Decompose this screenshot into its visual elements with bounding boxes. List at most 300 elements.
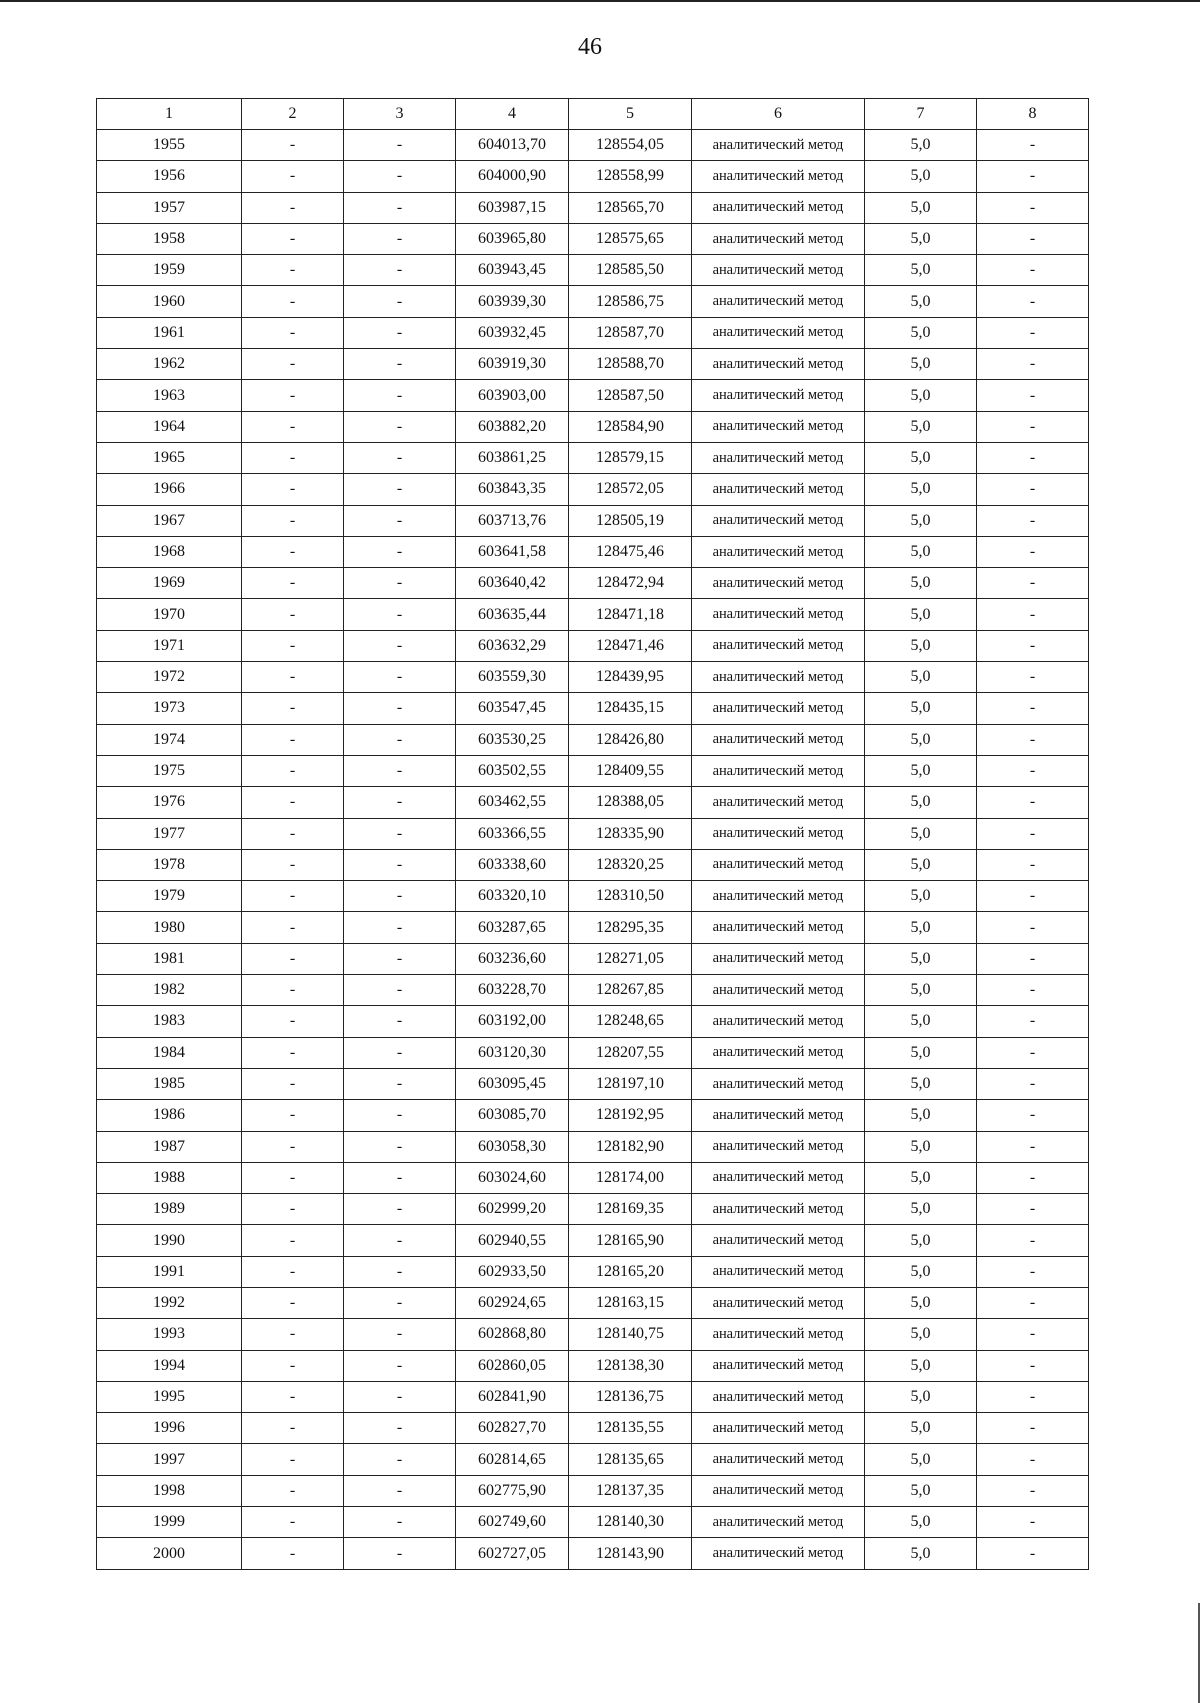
col3-cell: -	[344, 223, 456, 254]
column-header: 1	[97, 99, 242, 130]
col2-cell: -	[242, 536, 344, 567]
col3-cell: -	[344, 912, 456, 943]
point-number-cell: 1981	[97, 943, 242, 974]
point-number-cell: 1966	[97, 474, 242, 505]
col8-cell: -	[977, 1287, 1089, 1318]
point-number-cell: 1955	[97, 130, 242, 161]
col8-cell: -	[977, 442, 1089, 473]
y-coordinate-cell: 128475,46	[569, 536, 692, 567]
col3-cell: -	[344, 724, 456, 755]
accuracy-cell: 5,0	[865, 693, 977, 724]
x-coordinate-cell: 603635,44	[456, 599, 569, 630]
table-row	[97, 599, 1089, 630]
accuracy-cell: 5,0	[865, 849, 977, 880]
method-cell: аналитический метод	[692, 912, 865, 943]
y-coordinate-cell: 128310,50	[569, 881, 692, 912]
y-coordinate-cell: 128135,55	[569, 1413, 692, 1444]
method-cell: аналитический метод	[692, 223, 865, 254]
accuracy-cell: 5,0	[865, 1413, 977, 1444]
y-coordinate-cell: 128135,65	[569, 1444, 692, 1475]
y-coordinate-cell: 128439,95	[569, 662, 692, 693]
y-coordinate-cell: 128585,50	[569, 255, 692, 286]
col2-cell: -	[242, 693, 344, 724]
method-cell: аналитический метод	[692, 1413, 865, 1444]
col8-cell: -	[977, 505, 1089, 536]
x-coordinate-cell: 603713,76	[456, 505, 569, 536]
accuracy-cell: 5,0	[865, 1100, 977, 1131]
col3-cell: -	[344, 599, 456, 630]
col2-cell: -	[242, 317, 344, 348]
point-number-cell: 1964	[97, 411, 242, 442]
col3-cell: -	[344, 1538, 456, 1569]
method-cell: аналитический метод	[692, 192, 865, 223]
point-number-cell: 1994	[97, 1350, 242, 1381]
x-coordinate-cell: 603641,58	[456, 536, 569, 567]
accuracy-cell: 5,0	[865, 1507, 977, 1538]
point-number-cell: 1985	[97, 1068, 242, 1099]
col3-cell: -	[344, 693, 456, 724]
y-coordinate-cell: 128558,99	[569, 161, 692, 192]
col3-cell: -	[344, 975, 456, 1006]
col3-cell: -	[344, 1507, 456, 1538]
y-coordinate-cell: 128271,05	[569, 943, 692, 974]
col3-cell: -	[344, 1350, 456, 1381]
accuracy-cell: 5,0	[865, 474, 977, 505]
x-coordinate-cell: 602749,60	[456, 1507, 569, 1538]
col2-cell: -	[242, 1256, 344, 1287]
col8-cell: -	[977, 286, 1089, 317]
x-coordinate-cell: 602999,20	[456, 1194, 569, 1225]
y-coordinate-cell: 128584,90	[569, 411, 692, 442]
x-coordinate-cell: 604013,70	[456, 130, 569, 161]
table-row	[97, 1507, 1089, 1538]
point-number-cell: 1961	[97, 317, 242, 348]
col8-cell: -	[977, 411, 1089, 442]
point-number-cell: 1980	[97, 912, 242, 943]
method-cell: аналитический метод	[692, 255, 865, 286]
col3-cell: -	[344, 130, 456, 161]
col8-cell: -	[977, 192, 1089, 223]
point-number-cell: 1991	[97, 1256, 242, 1287]
accuracy-cell: 5,0	[865, 1162, 977, 1193]
method-cell: аналитический метод	[692, 975, 865, 1006]
col8-cell: -	[977, 630, 1089, 661]
col2-cell: -	[242, 474, 344, 505]
point-number-cell: 1975	[97, 755, 242, 786]
y-coordinate-cell: 128471,18	[569, 599, 692, 630]
col8-cell: -	[977, 1256, 1089, 1287]
col8-cell: -	[977, 568, 1089, 599]
col8-cell: -	[977, 1006, 1089, 1037]
accuracy-cell: 5,0	[865, 755, 977, 786]
col3-cell: -	[344, 1162, 456, 1193]
accuracy-cell: 5,0	[865, 1194, 977, 1225]
table-row	[97, 755, 1089, 786]
col8-cell: -	[977, 755, 1089, 786]
col3-cell: -	[344, 1319, 456, 1350]
col2-cell: -	[242, 975, 344, 1006]
point-number-cell: 1996	[97, 1413, 242, 1444]
method-cell: аналитический метод	[692, 568, 865, 599]
y-coordinate-cell: 128320,25	[569, 849, 692, 880]
col8-cell: -	[977, 849, 1089, 880]
table-row	[97, 568, 1089, 599]
x-coordinate-cell: 602775,90	[456, 1475, 569, 1506]
point-number-cell: 1984	[97, 1037, 242, 1068]
accuracy-cell: 5,0	[865, 536, 977, 567]
method-cell: аналитический метод	[692, 380, 865, 411]
table-row	[97, 630, 1089, 661]
col3-cell: -	[344, 474, 456, 505]
col8-cell: -	[977, 662, 1089, 693]
table-row	[97, 1350, 1089, 1381]
col8-cell: -	[977, 1100, 1089, 1131]
col2-cell: -	[242, 849, 344, 880]
accuracy-cell: 5,0	[865, 568, 977, 599]
method-cell: аналитический метод	[692, 1162, 865, 1193]
accuracy-cell: 5,0	[865, 1225, 977, 1256]
method-cell: аналитический метод	[692, 130, 865, 161]
col2-cell: -	[242, 755, 344, 786]
method-cell: аналитический метод	[692, 1037, 865, 1068]
method-cell: аналитический метод	[692, 693, 865, 724]
col8-cell: -	[977, 1475, 1089, 1506]
col3-cell: -	[344, 818, 456, 849]
col3-cell: -	[344, 1225, 456, 1256]
point-number-cell: 1997	[97, 1444, 242, 1475]
accuracy-cell: 5,0	[865, 1131, 977, 1162]
accuracy-cell: 5,0	[865, 349, 977, 380]
accuracy-cell: 5,0	[865, 411, 977, 442]
col3-cell: -	[344, 380, 456, 411]
y-coordinate-cell: 128435,15	[569, 693, 692, 724]
column-header: 7	[865, 99, 977, 130]
col8-cell: -	[977, 1319, 1089, 1350]
x-coordinate-cell: 602860,05	[456, 1350, 569, 1381]
col8-cell: -	[977, 1444, 1089, 1475]
method-cell: аналитический метод	[692, 442, 865, 473]
col3-cell: -	[344, 442, 456, 473]
y-coordinate-cell: 128165,90	[569, 1225, 692, 1256]
method-cell: аналитический метод	[692, 1225, 865, 1256]
table-row	[97, 1131, 1089, 1162]
col3-cell: -	[344, 943, 456, 974]
point-number-cell: 1999	[97, 1507, 242, 1538]
col8-cell: -	[977, 1131, 1089, 1162]
col8-cell: -	[977, 787, 1089, 818]
table-row	[97, 223, 1089, 254]
table-row	[97, 975, 1089, 1006]
y-coordinate-cell: 128572,05	[569, 474, 692, 505]
table-row	[97, 943, 1089, 974]
point-number-cell: 1968	[97, 536, 242, 567]
table-row	[97, 1413, 1089, 1444]
x-coordinate-cell: 603547,45	[456, 693, 569, 724]
method-cell: аналитический метод	[692, 1538, 865, 1569]
x-coordinate-cell: 603843,35	[456, 474, 569, 505]
x-coordinate-cell: 603882,20	[456, 411, 569, 442]
y-coordinate-cell: 128579,15	[569, 442, 692, 473]
method-cell: аналитический метод	[692, 662, 865, 693]
method-cell: аналитический метод	[692, 1287, 865, 1318]
accuracy-cell: 5,0	[865, 724, 977, 755]
accuracy-cell: 5,0	[865, 161, 977, 192]
col8-cell: -	[977, 380, 1089, 411]
method-cell: аналитический метод	[692, 1475, 865, 1506]
point-number-cell: 1956	[97, 161, 242, 192]
col8-cell: -	[977, 1413, 1089, 1444]
accuracy-cell: 5,0	[865, 1538, 977, 1569]
accuracy-cell: 5,0	[865, 912, 977, 943]
column-header: 5	[569, 99, 692, 130]
method-cell: аналитический метод	[692, 1350, 865, 1381]
accuracy-cell: 5,0	[865, 630, 977, 661]
point-number-cell: 1963	[97, 380, 242, 411]
method-cell: аналитический метод	[692, 349, 865, 380]
table-row	[97, 317, 1089, 348]
coordinates-table	[96, 98, 1089, 1570]
point-number-cell: 1957	[97, 192, 242, 223]
x-coordinate-cell: 603502,55	[456, 755, 569, 786]
method-cell: аналитический метод	[692, 1068, 865, 1099]
point-number-cell: 1979	[97, 881, 242, 912]
table-row	[97, 1287, 1089, 1318]
table-row	[97, 818, 1089, 849]
col3-cell: -	[344, 881, 456, 912]
accuracy-cell: 5,0	[865, 130, 977, 161]
col2-cell: -	[242, 724, 344, 755]
method-cell: аналитический метод	[692, 724, 865, 755]
point-number-cell: 1983	[97, 1006, 242, 1037]
scan-edge-mark	[1170, 1603, 1200, 1703]
col2-cell: -	[242, 1131, 344, 1162]
x-coordinate-cell: 603987,15	[456, 192, 569, 223]
table-row	[97, 380, 1089, 411]
col8-cell: -	[977, 1225, 1089, 1256]
y-coordinate-cell: 128588,70	[569, 349, 692, 380]
col3-cell: -	[344, 1475, 456, 1506]
col8-cell: -	[977, 1037, 1089, 1068]
method-cell: аналитический метод	[692, 818, 865, 849]
col3-cell: -	[344, 1037, 456, 1068]
y-coordinate-cell: 128165,20	[569, 1256, 692, 1287]
accuracy-cell: 5,0	[865, 192, 977, 223]
x-coordinate-cell: 604000,90	[456, 161, 569, 192]
col2-cell: -	[242, 1475, 344, 1506]
table-row	[97, 442, 1089, 473]
col2-cell: -	[242, 1225, 344, 1256]
x-coordinate-cell: 602868,80	[456, 1319, 569, 1350]
accuracy-cell: 5,0	[865, 1037, 977, 1068]
point-number-cell: 1987	[97, 1131, 242, 1162]
accuracy-cell: 5,0	[865, 943, 977, 974]
col3-cell: -	[344, 630, 456, 661]
table-row	[97, 1162, 1089, 1193]
x-coordinate-cell: 602841,90	[456, 1381, 569, 1412]
col3-cell: -	[344, 161, 456, 192]
accuracy-cell: 5,0	[865, 1006, 977, 1037]
method-cell: аналитический метод	[692, 1100, 865, 1131]
x-coordinate-cell: 603228,70	[456, 975, 569, 1006]
col3-cell: -	[344, 1413, 456, 1444]
col2-cell: -	[242, 1381, 344, 1412]
method-cell: аналитический метод	[692, 849, 865, 880]
col3-cell: -	[344, 662, 456, 693]
x-coordinate-cell: 603120,30	[456, 1037, 569, 1068]
col8-cell: -	[977, 317, 1089, 348]
point-number-cell: 1982	[97, 975, 242, 1006]
table-row	[97, 286, 1089, 317]
col8-cell: -	[977, 693, 1089, 724]
col8-cell: -	[977, 536, 1089, 567]
x-coordinate-cell: 603320,10	[456, 881, 569, 912]
y-coordinate-cell: 128248,65	[569, 1006, 692, 1037]
col8-cell: -	[977, 223, 1089, 254]
point-number-cell: 1960	[97, 286, 242, 317]
col3-cell: -	[344, 411, 456, 442]
col8-cell: -	[977, 130, 1089, 161]
col8-cell: -	[977, 818, 1089, 849]
y-coordinate-cell: 128197,10	[569, 1068, 692, 1099]
col2-cell: -	[242, 1413, 344, 1444]
x-coordinate-cell: 603903,00	[456, 380, 569, 411]
col2-cell: -	[242, 223, 344, 254]
table-row	[97, 693, 1089, 724]
col2-cell: -	[242, 630, 344, 661]
table-row	[97, 1381, 1089, 1412]
col2-cell: -	[242, 1037, 344, 1068]
col2-cell: -	[242, 1100, 344, 1131]
col2-cell: -	[242, 1287, 344, 1318]
x-coordinate-cell: 603287,65	[456, 912, 569, 943]
col2-cell: -	[242, 161, 344, 192]
y-coordinate-cell: 128192,95	[569, 1100, 692, 1131]
col3-cell: -	[344, 317, 456, 348]
table-row	[97, 849, 1089, 880]
point-number-cell: 1971	[97, 630, 242, 661]
col3-cell: -	[344, 286, 456, 317]
accuracy-cell: 5,0	[865, 223, 977, 254]
x-coordinate-cell: 603943,45	[456, 255, 569, 286]
method-cell: аналитический метод	[692, 1006, 865, 1037]
col3-cell: -	[344, 755, 456, 786]
col3-cell: -	[344, 1068, 456, 1099]
point-number-cell: 1962	[97, 349, 242, 380]
y-coordinate-cell: 128586,75	[569, 286, 692, 317]
accuracy-cell: 5,0	[865, 818, 977, 849]
x-coordinate-cell: 602727,05	[456, 1538, 569, 1569]
x-coordinate-cell: 603024,60	[456, 1162, 569, 1193]
x-coordinate-cell: 603559,30	[456, 662, 569, 693]
header-row	[97, 99, 1089, 130]
x-coordinate-cell: 603640,42	[456, 568, 569, 599]
accuracy-cell: 5,0	[865, 787, 977, 818]
table-row	[97, 1256, 1089, 1287]
accuracy-cell: 5,0	[865, 1475, 977, 1506]
accuracy-cell: 5,0	[865, 255, 977, 286]
col2-cell: -	[242, 1068, 344, 1099]
method-cell: аналитический метод	[692, 161, 865, 192]
table-row	[97, 192, 1089, 223]
method-cell: аналитический метод	[692, 1319, 865, 1350]
method-cell: аналитический метод	[692, 1381, 865, 1412]
x-coordinate-cell: 603939,30	[456, 286, 569, 317]
table-row	[97, 349, 1089, 380]
col8-cell: -	[977, 1507, 1089, 1538]
y-coordinate-cell: 128163,15	[569, 1287, 692, 1318]
y-coordinate-cell: 128426,80	[569, 724, 692, 755]
table-row	[97, 1100, 1089, 1131]
col8-cell: -	[977, 161, 1089, 192]
col2-cell: -	[242, 1507, 344, 1538]
point-number-cell: 1978	[97, 849, 242, 880]
x-coordinate-cell: 603058,30	[456, 1131, 569, 1162]
col3-cell: -	[344, 1381, 456, 1412]
table-row	[97, 1319, 1089, 1350]
accuracy-cell: 5,0	[865, 599, 977, 630]
table-row	[97, 1225, 1089, 1256]
table-row	[97, 161, 1089, 192]
col8-cell: -	[977, 1350, 1089, 1381]
y-coordinate-cell: 128335,90	[569, 818, 692, 849]
table-body	[97, 130, 1089, 1570]
y-coordinate-cell: 128137,35	[569, 1475, 692, 1506]
col8-cell: -	[977, 1068, 1089, 1099]
x-coordinate-cell: 603192,00	[456, 1006, 569, 1037]
x-coordinate-cell: 603932,45	[456, 317, 569, 348]
table-row	[97, 505, 1089, 536]
table-row	[97, 130, 1089, 161]
col2-cell: -	[242, 912, 344, 943]
column-header: 2	[242, 99, 344, 130]
col3-cell: -	[344, 1444, 456, 1475]
col2-cell: -	[242, 1350, 344, 1381]
col3-cell: -	[344, 1100, 456, 1131]
y-coordinate-cell: 128140,30	[569, 1507, 692, 1538]
x-coordinate-cell: 603085,70	[456, 1100, 569, 1131]
point-number-cell: 1973	[97, 693, 242, 724]
method-cell: аналитический метод	[692, 536, 865, 567]
col8-cell: -	[977, 599, 1089, 630]
method-cell: аналитический метод	[692, 286, 865, 317]
point-number-cell: 1970	[97, 599, 242, 630]
y-coordinate-cell: 128505,19	[569, 505, 692, 536]
y-coordinate-cell: 128587,70	[569, 317, 692, 348]
point-number-cell: 1998	[97, 1475, 242, 1506]
table-row	[97, 662, 1089, 693]
col2-cell: -	[242, 1538, 344, 1569]
col8-cell: -	[977, 255, 1089, 286]
method-cell: аналитический метод	[692, 317, 865, 348]
y-coordinate-cell: 128169,35	[569, 1194, 692, 1225]
accuracy-cell: 5,0	[865, 1381, 977, 1412]
col8-cell: -	[977, 474, 1089, 505]
col2-cell: -	[242, 787, 344, 818]
table-row	[97, 724, 1089, 755]
accuracy-cell: 5,0	[865, 442, 977, 473]
x-coordinate-cell: 602924,65	[456, 1287, 569, 1318]
col3-cell: -	[344, 192, 456, 223]
table-row	[97, 1475, 1089, 1506]
method-cell: аналитический метод	[692, 881, 865, 912]
col3-cell: -	[344, 1131, 456, 1162]
table-row	[97, 474, 1089, 505]
col2-cell: -	[242, 411, 344, 442]
col3-cell: -	[344, 568, 456, 599]
y-coordinate-cell: 128295,35	[569, 912, 692, 943]
point-number-cell: 1977	[97, 818, 242, 849]
y-coordinate-cell: 128182,90	[569, 1131, 692, 1162]
